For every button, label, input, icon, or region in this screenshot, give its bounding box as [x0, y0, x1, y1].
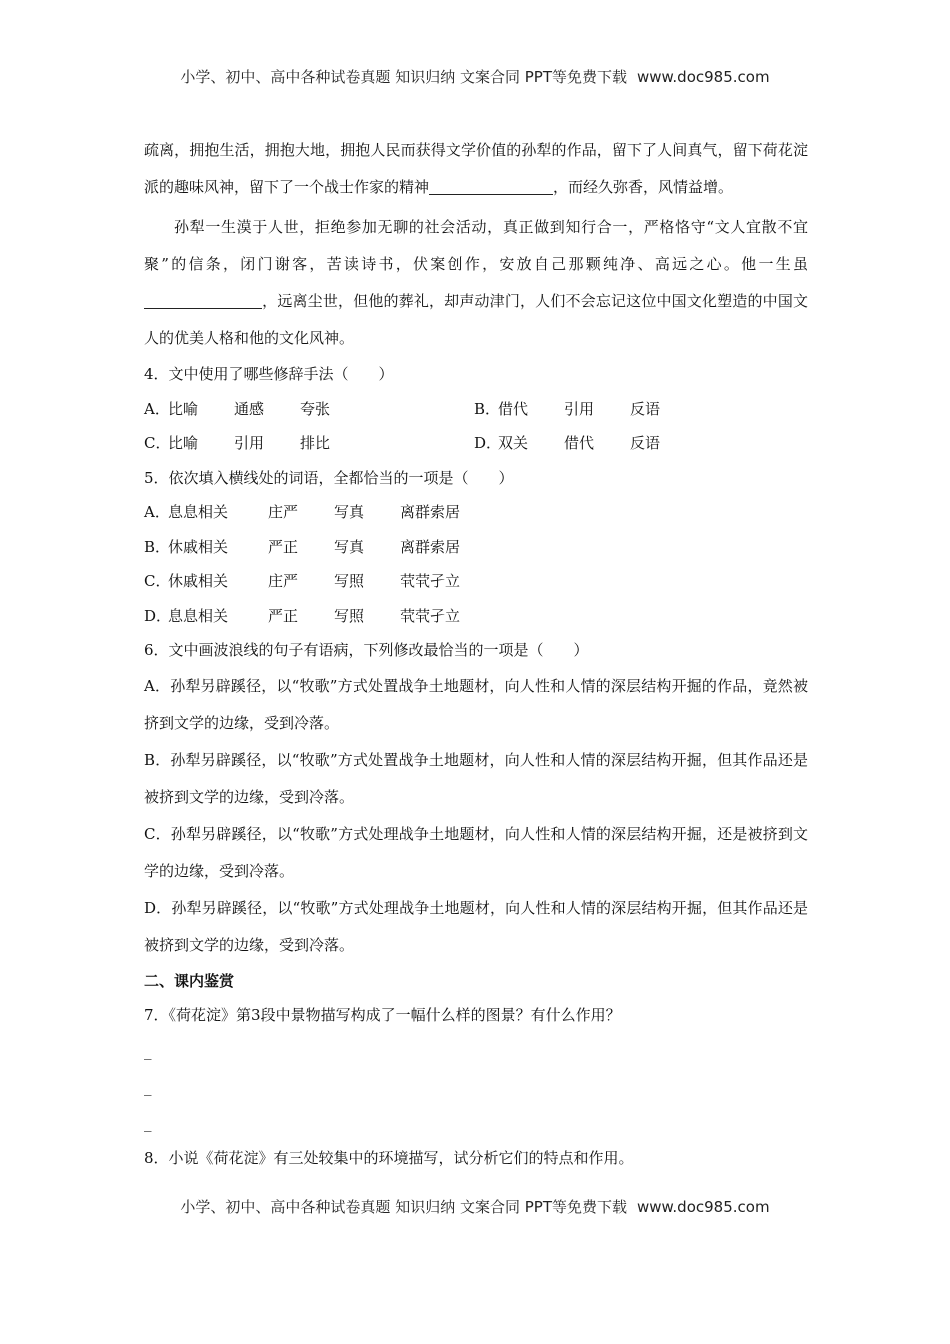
option-item: 离群索居 [400, 537, 461, 556]
option-item: 茕茕孑立 [400, 572, 461, 590]
question-7-stem: 7．《荷花淀》第3段中景物描写构成了一幅什么样的图景？有什么作用？ [144, 1006, 621, 1024]
option-item: 写真 [334, 537, 365, 556]
question-4-options-row-2 [144, 426, 808, 461]
option-5A[interactable] [144, 495, 808, 530]
passage-paragraph-1 [144, 132, 808, 206]
option-4D[interactable] [474, 426, 660, 461]
option-label: D． [474, 434, 502, 452]
option-6C[interactable]: C．孙犁另辟蹊径，以“牧歌”方式处理战争土地题材，向人性和人情的深层结构开掘，还是被挤到文学的边缘，受到冷落。 [144, 824, 808, 880]
header-site[interactable]: www.doc985.com [636, 68, 770, 86]
passage-text: 孙犁一生漠于人世，拒绝参加无聊的社会活动，真正做到知行合一，严格恪守“文人宜散不宜聚”的信条，闭门谢客，苦读诗书，伏案创作，安放自己那颗纯净、高远之心。他一生虽 [144, 218, 808, 273]
option-5C[interactable] [144, 564, 808, 599]
option-item: 比喻 [168, 434, 199, 452]
option-item: 排比 [300, 434, 331, 452]
passage-text: 疏离，拥抱生活，拥抱大地，拥抱人民而获得文学价值的孙犁的作品，留下了人间真气，留下荷花淀派的趣味风神，留下了一个战士作家的精神 [144, 141, 808, 196]
option-item: 引用 [234, 434, 265, 452]
option-6D[interactable]: D．孙犁另辟蹊径，以“牧歌”方式处理战争土地题材，向人性和人情的深层结构开掘，但其作品还是被挤到文学的边缘，受到冷落。 [144, 898, 808, 954]
passage-paragraph-2 [144, 209, 808, 357]
option-item: 夸张 [300, 399, 331, 418]
section-2-title: 二、课内鉴赏 [144, 971, 235, 990]
option-item: 比喻 [168, 399, 199, 418]
option-item: 庄严 [268, 572, 299, 590]
option-label: C． [144, 434, 171, 452]
document-body [144, 132, 808, 1175]
option-item: 反语 [630, 399, 661, 418]
option-item: 借代 [564, 434, 595, 452]
option-label: D． [144, 606, 172, 625]
question-5-stem: 5．依次填入横线处的词语，全都恰当的一项是（ ） [144, 468, 514, 487]
option-item: 借代 [498, 399, 529, 418]
option-item: 休戚相关 [168, 572, 229, 590]
option-item: 严正 [268, 537, 299, 556]
option-5D[interactable] [144, 599, 808, 634]
option-item: 严正 [268, 606, 299, 625]
option-item: 通感 [234, 399, 265, 418]
option-item: 反语 [630, 434, 661, 452]
option-label: A． [144, 399, 170, 418]
option-item: 写真 [334, 503, 365, 521]
option-label: C． [144, 572, 171, 590]
answer-line[interactable]: _ [144, 1077, 152, 1096]
question-6-stem: 6．文中画波浪线的句子有语病，下列修改最恰当的一项是（ ） [144, 641, 589, 659]
option-item: 息息相关 [168, 606, 229, 625]
footer-text: 小学、初中、高中各种试卷真题 知识归纳 文案合同 PPT等免费下载 [180, 1198, 627, 1216]
passage-text: ，而经久弥香，风情益增。 [553, 178, 734, 196]
option-item: 写照 [334, 606, 365, 625]
option-4C[interactable] [144, 426, 474, 461]
fill-blank [429, 177, 553, 195]
question-4-stem: 4．文中使用了哪些修辞手法（ ） [144, 365, 394, 383]
option-item: 引用 [564, 399, 595, 418]
option-item: 休戚相关 [168, 537, 229, 556]
answer-line[interactable]: _ [144, 1041, 152, 1060]
option-item: 庄严 [268, 503, 299, 521]
option-4B[interactable] [474, 392, 660, 427]
option-label: B． [144, 537, 171, 556]
option-item: 离群索居 [400, 503, 461, 521]
header-text: 小学、初中、高中各种试卷真题 知识归纳 文案合同 PPT等免费下载 [180, 68, 627, 86]
option-item: 息息相关 [168, 503, 229, 521]
option-label: B． [474, 399, 501, 418]
option-item: 写照 [334, 572, 365, 590]
option-6B[interactable]: B．孙犁另辟蹊径，以“牧歌”方式处置战争土地题材，向人性和人情的深层结构开掘，但其作品还是被挤到文学的边缘，受到冷落。 [144, 750, 808, 806]
option-item: 茕茕孑立 [400, 606, 461, 625]
question-8-stem: 8．小说《荷花淀》有三处较集中的环境描写，试分析它们的特点和作用。 [144, 1148, 634, 1167]
page-header [0, 66, 950, 87]
answer-line[interactable]: _ [144, 1113, 152, 1132]
option-4A[interactable] [144, 392, 474, 427]
page-footer [0, 1196, 950, 1217]
option-label: A． [144, 503, 170, 521]
option-5B[interactable] [144, 530, 808, 565]
option-item: 双关 [498, 434, 529, 452]
footer-site[interactable]: www.doc985.com [636, 1198, 770, 1216]
fill-blank [144, 291, 262, 309]
question-4-options-row-1 [144, 392, 808, 427]
option-6A[interactable]: A．孙犁另辟蹊径，以“牧歌”方式处置战争土地题材，向人性和人情的深层结构开掘的作品，竟然被挤到文学的边缘，受到冷落。 [144, 676, 808, 732]
passage-text: ，远离尘世，但他的葬礼，却声动津门，人们不会忘记这位中国文化塑造的中国文人的优美人格和他的文化风神。 [144, 292, 808, 347]
